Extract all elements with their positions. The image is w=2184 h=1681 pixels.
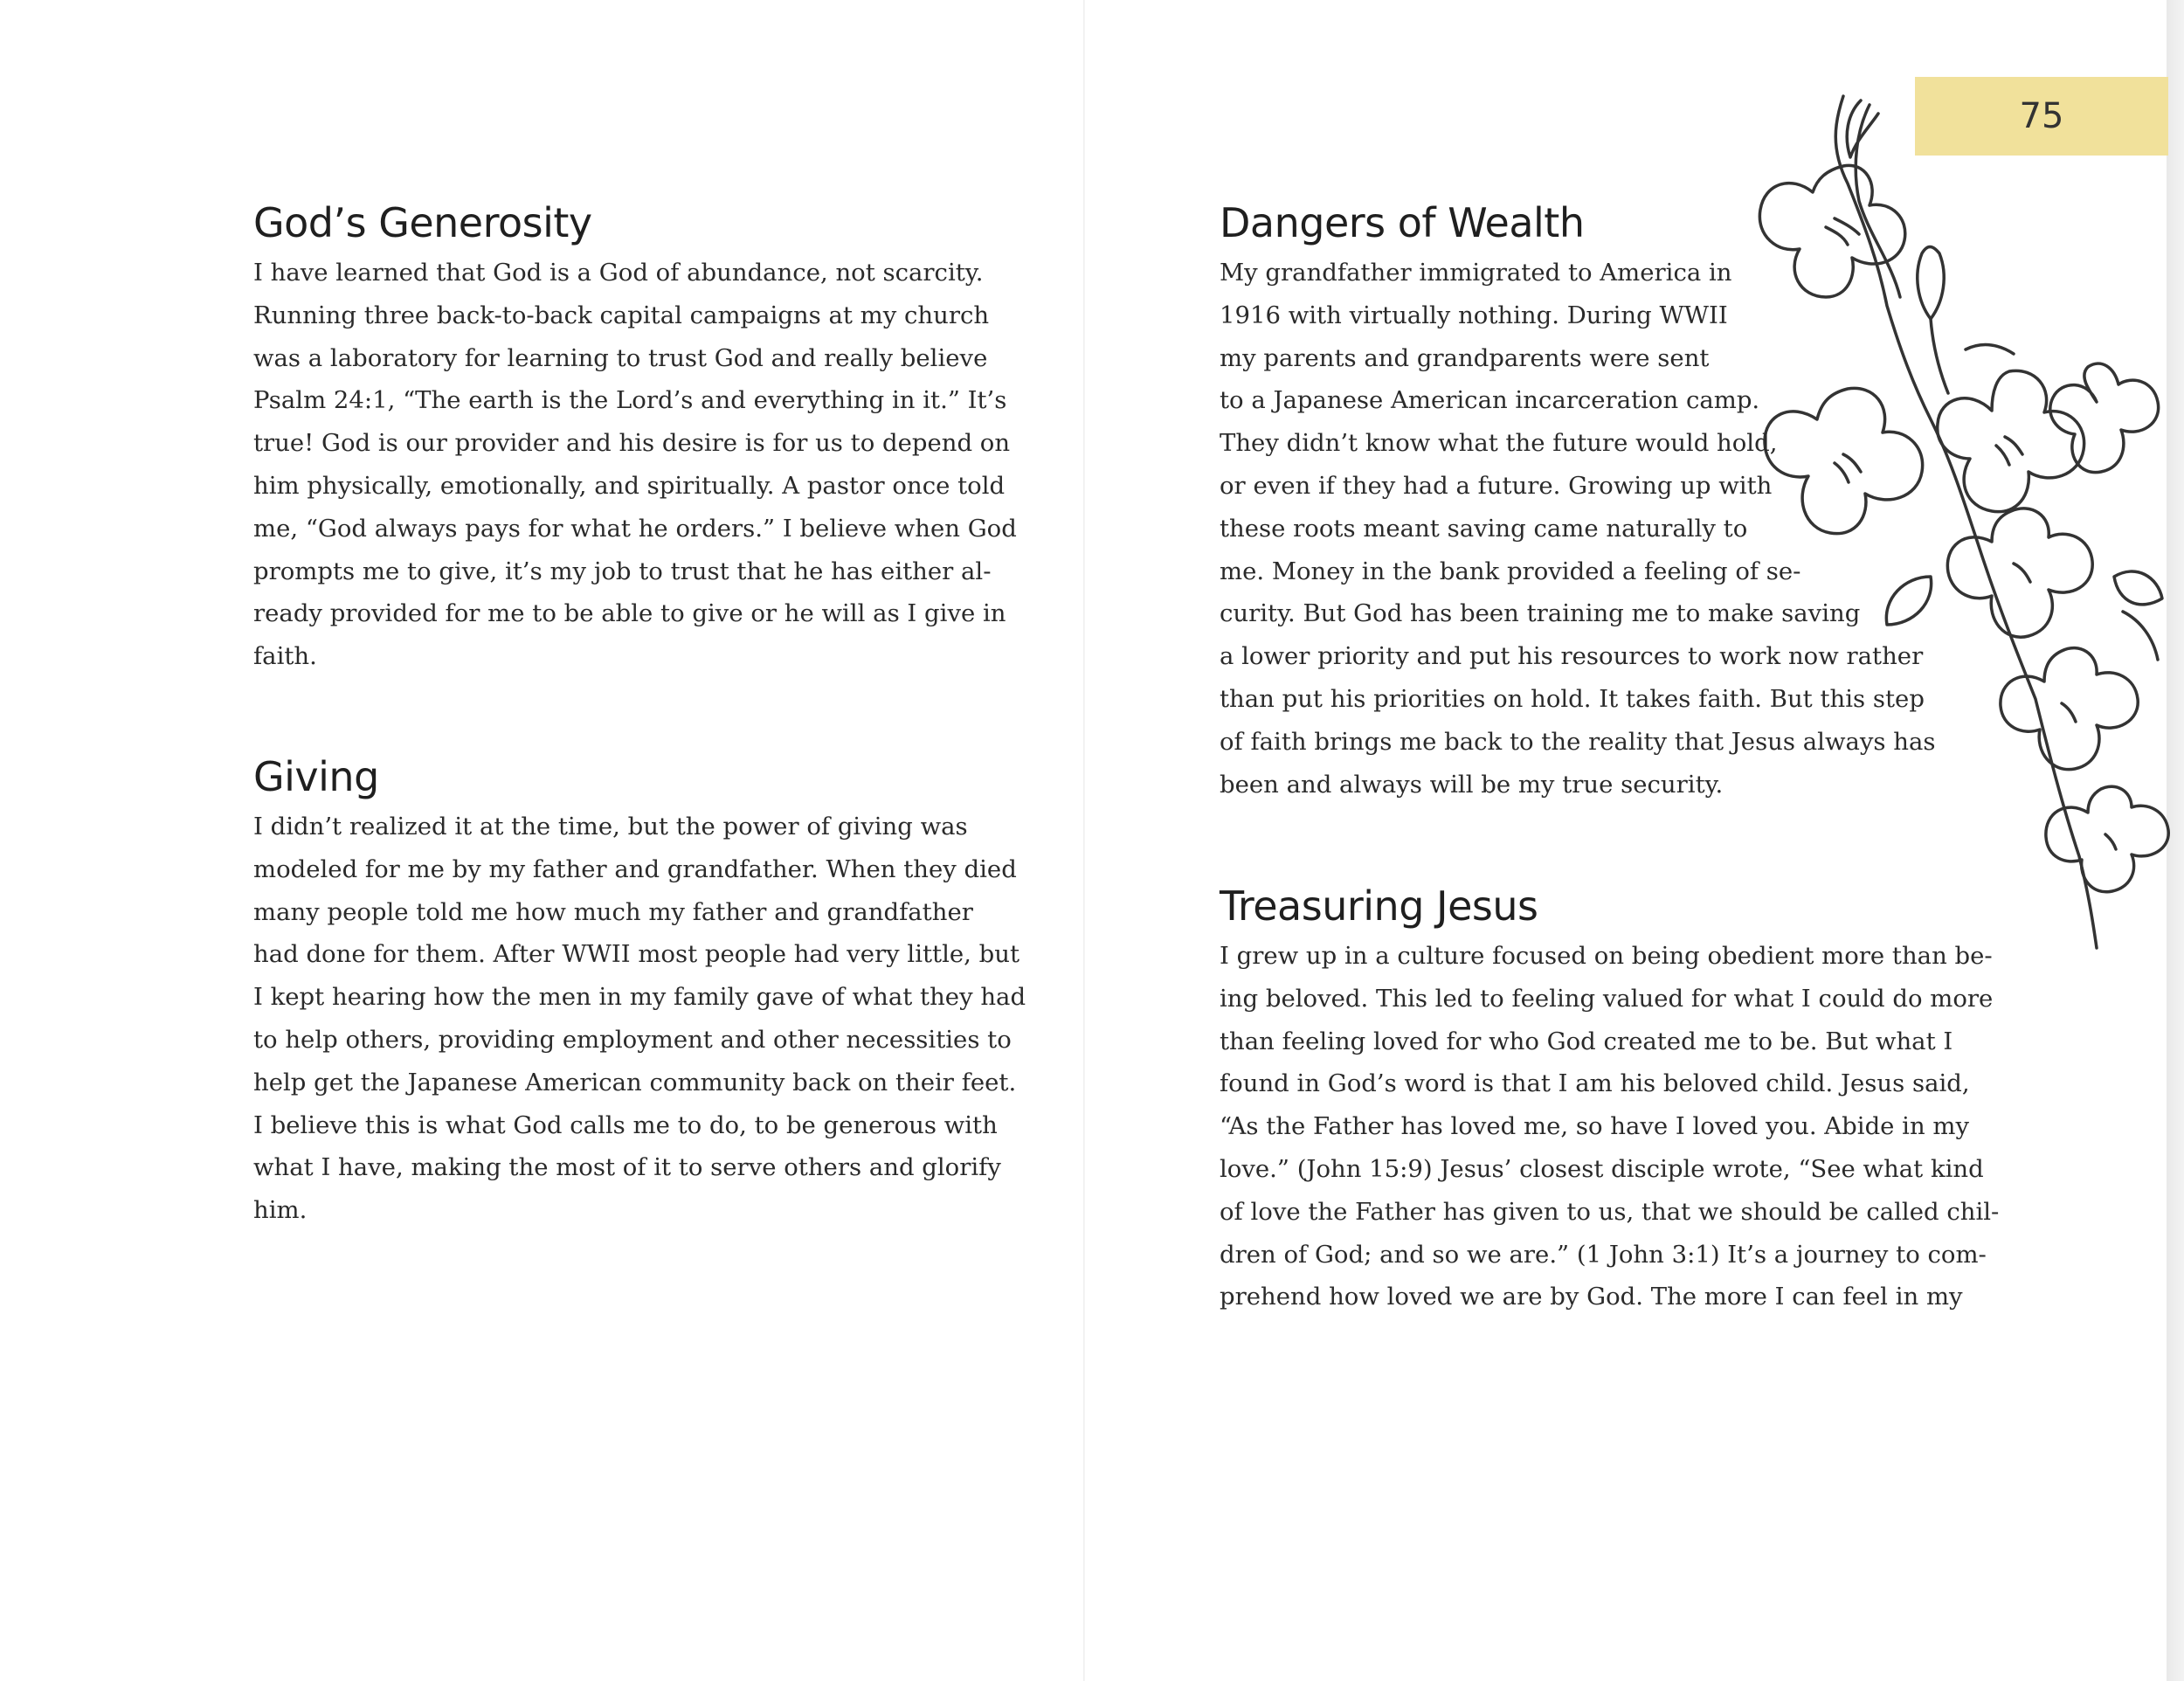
section-body (1220, 935, 2000, 1318)
body-line: curity. But God has been training me to make saving (1220, 599, 1861, 628)
body-line: My grandfather immigrated to America in (1220, 259, 1732, 287)
body-line: to a Japanese American incarceration camp. (1220, 386, 1760, 415)
page-number: 75 (2019, 96, 2064, 136)
flower-center (1996, 437, 2022, 465)
section-body (253, 252, 1017, 678)
body-line: or even if they had a future. Growing up with (1220, 471, 1773, 500)
bud-path (1847, 100, 1878, 157)
body-line: to help others, providing employment and other necessities to (253, 1025, 1012, 1054)
body-line: what I have, making the most of it to serve others and glorify (253, 1153, 1001, 1182)
bud-path (1931, 319, 1948, 393)
section-treasuring-jesus (1220, 881, 2000, 1318)
page-gutter (1083, 0, 1085, 1681)
body-line: love.” (John 15:9) Jesus’ closest disciple wrote, “See what kind (1220, 1154, 1984, 1183)
body-line: I believe this is what God calls me to do, to be generous with (253, 1110, 998, 1139)
body-line: of love the Father has given to us, that we should be called chil- (1220, 1197, 2000, 1226)
body-line: many people told me how much my father and grandfather (253, 897, 973, 926)
body-line: ing beloved. This led to feeling valued for what I could do more (1220, 984, 1994, 1013)
flower-petal (2046, 786, 2168, 892)
section-heading: Dangers of Wealth (1220, 199, 1585, 246)
body-line: these roots meant saving came naturally to (1220, 514, 1748, 543)
section-heading: Giving (253, 753, 379, 800)
flower-center (2105, 834, 2116, 849)
body-line: faith. (253, 642, 317, 671)
body-line: I have learned that God is a God of abundance, not scarcity. (253, 259, 984, 287)
body-line: a lower priority and put his resources to work now rather (1220, 642, 1924, 671)
section-heading: Treasuring Jesus (1220, 882, 1538, 930)
body-line: help get the Japanese American community back on their feet. (253, 1068, 1017, 1096)
section-body (253, 806, 1026, 1232)
flower-center (2014, 564, 2030, 582)
body-line: me. Money in the bank provided a feeling of se- (1220, 557, 1801, 585)
body-line: had done for them. After WWII most people had very little, but (253, 940, 1020, 969)
body-line: true! God is our provider and his desire is for us to depend on (253, 429, 1011, 458)
tendril-path (2123, 612, 2158, 660)
section-heading: God’s Generosity (253, 199, 592, 246)
bud-path (1918, 247, 1944, 320)
body-line: found in God’s word is that I am his beloved child. Jesus said, (1220, 1069, 1970, 1098)
section-dangers-of-wealth (1220, 197, 1936, 806)
body-line: was a laboratory for learning to trust God and really believe (253, 343, 988, 372)
body-line: ready provided for me to be able to give or he will as I give in (253, 599, 1006, 628)
body-line: of faith brings me back to the reality that Jesus always has (1220, 727, 1936, 756)
leaf-path (2114, 571, 2162, 605)
body-line: him physically, emotionally, and spiritually. A pastor once told (253, 471, 1006, 500)
body-line: him. (253, 1196, 308, 1225)
body-line: 1916 with virtually nothing. During WWII (1220, 301, 1728, 329)
body-line: been and always will be my true security. (1220, 770, 1724, 799)
body-line: prehend how loved we are by God. The more I can feel in my (1220, 1283, 1963, 1311)
flower-petal (2050, 363, 2159, 473)
flower-center (2062, 703, 2076, 722)
body-line: me, “God always pays for what he orders.” I believe when God (253, 514, 1017, 543)
tendril-path (1966, 345, 2014, 354)
body-line: than feeling loved for who God created me to be. But what I (1220, 1027, 1953, 1055)
flower-petal (1947, 508, 2092, 637)
body-line: They didn’t know what the future would hold, (1220, 429, 1778, 458)
body-line: I grew up in a culture focused on being obedient more than be- (1220, 942, 1993, 970)
body-line: I didn’t realized it at the time, but the power of giving was (253, 813, 968, 840)
body-line: prompts me to give, it’s my job to trust that he has either al- (253, 557, 992, 585)
body-line: I kept hearing how the men in my family gave of what they had (253, 983, 1026, 1012)
body-line: my parents and grandparents were sent (1220, 343, 1710, 372)
section-giving (253, 751, 1026, 1232)
section-gods-generosity (253, 197, 1017, 678)
body-line: modeled for me by my father and grandfather. When they died (253, 854, 1017, 883)
body-line: than put his priorities on hold. It takes faith. But this step (1220, 684, 1925, 713)
section-body (1220, 252, 1936, 806)
body-line: dren of God; and so we are.” (1 John 3:1) It’s a journey to com- (1220, 1240, 1987, 1269)
body-line: Running three back-to-back capital campaigns at my church (253, 301, 990, 329)
body-line: Psalm 24:1, “The earth is the Lord’s and everything in it.” It’s (253, 386, 1007, 415)
body-line: “As the Father has loved me, so have I loved you. Abide in my (1220, 1112, 1970, 1141)
